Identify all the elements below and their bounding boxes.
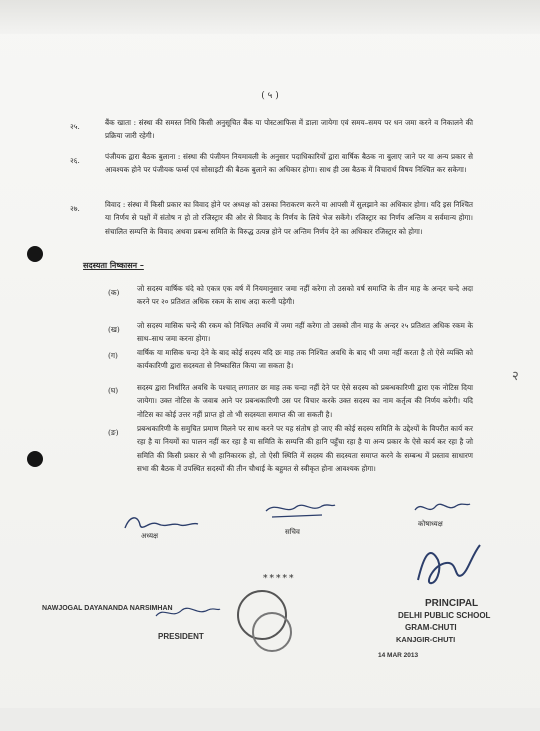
sub-clause-label: (ङ) (108, 428, 119, 437)
school-name-line3: KANJGIR-CHUTI (396, 635, 456, 644)
school-name-line1: DELHI PUBLIC SCHOOL (398, 611, 491, 620)
president-stamp: PRESIDENT (158, 632, 204, 641)
punch-hole (27, 451, 43, 467)
school-name-line2: GRAM-CHUTI (405, 623, 457, 632)
president-stamp-signature (152, 602, 222, 624)
sub-clause-text: जो सदस्य मासिक चन्दे की रकम को निश्चित अवधि में जमा नहीं करेगा तो उसको तीन माह के अन्दर २५ प्रतिशत अधिक रकम के साथ–साथ जमा करना होगा। (137, 321, 473, 344)
scan-shadow-top (0, 0, 540, 34)
president-label: अध्यक्ष (141, 532, 159, 540)
footer-marks: ***** (263, 574, 296, 584)
round-seal-inner (252, 612, 292, 652)
clause-text: विवाद : संस्था में किसी प्रकार का विवाद होने पर अध्यक्ष को उसका निराकरण करने या आपसी में सुलझाने का अधिकार होगा। यदि इस निश्चित या निर्णय से पक्षों में संतोष न हो तो रजिस्ट्रार की ओर से विवाद के निर्णय के लिये भेज सकेंगे। रजिस्ट्रार का निर्णय अन्तिम व सर्वमान्य होगा। संचालित सम्पत्ति के विवाद अथवा प्रबन्ध समिति के विरुद्ध उत्पन्न होने पर अन्तिम निर्णय देने का अधिकार रजिस्ट्रार को होगा। (105, 200, 473, 236)
punch-hole (27, 246, 43, 262)
left-stamp-name: NAWJOGAL DAYANANDA NARSIMHAN (42, 605, 173, 612)
clause-number: २७. (70, 204, 80, 213)
clause-number: २५. (70, 122, 80, 131)
sub-clause-text: सदस्य द्वारा निर्धारित अवधि के पश्चात् लगातार छः माह तक चन्दा नहीं देने पर ऐसे सदस्य को प्रबन्धकारिणी द्वारा एक नोटिस दिया जायेगा। उक्त नोटिस के जवाब आने पर प्रबन्धकारिणी उस पर विचार करके उक्त सदस्य का नाम कर्तृत्व की निर्णय करेगी। यदि नोटिस का कोई उत्तर नहीं प्राप्त हो तो भी सदस्यता समाप्त की जा सकती है। (137, 383, 473, 419)
clause-text: पंजीयक द्वारा बैठक बुलाना : संस्था की पंजीयन नियमावली के अनुसार पदाधिकारियों द्वारा वार्षिक बैठक ना बुलाए जाने पर या अन्य प्रकार से आवश्यक होने पर पंजीयक फर्म्स एवं सोसाइटी की बैठक बुलाने का अधिकार होगा। साथ ही उस बैठक में विचारार्थ विषय निश्चित कर सकेगा। (105, 152, 473, 175)
clause-number: २६. (70, 156, 80, 165)
clause-text: बैंक खाता : संस्था की समस्त निधि किसी अनुसूचित बैंक या पोस्टआफिस में डाला जायेगा एवं समय–समय पर धन जमा करने व निकालने की प्रक्रिया जारी रहेगी। (105, 118, 473, 141)
treasurer-signature (412, 498, 472, 518)
sub-clause-text: जो सदस्य वार्षिक चंदे को एकत्र एक वर्ष में नियमानुसार जमा नहीं करेगा तो उसको वर्ष समाप्ति के तीन माह के अन्दर चन्दे अदा करने पर २० प्रतिशत अधिक रकम के साथ अदा करनी पड़ेगी। (137, 284, 473, 307)
margin-pen-mark: २ (512, 369, 519, 384)
sub-clause-text: प्रबन्धकारिणी के समुचित प्रमाण मिलने पर साथ करने पर यह संतोष हो जाए की कोई सदस्य समिति के उद्देश्यों के विपरीत कार्य कर रहा है या नियमों का पालन नहीं कर रहा है या समिति के सम्पत्ति की हानि पहुँचा रहा है या अन्य प्रकार के ऐसे कार्य कर रहा है जो समिति की किसी प्रकार से भी हानिकारक हो, तो ऐसी स्थिति में सदस्य की सदस्यता समाप्त करने के सम्बन्ध में प्रस्ताव साधारण सभा की बैठक में उपस्थित सदस्यों की तीन चौथाई के बहुमत से स्वीकृत होना आवश्यक होगा। (137, 424, 473, 474)
secretary-label: सचिव (285, 528, 300, 536)
scan-shadow-bottom (0, 708, 540, 731)
sub-clause-label: (ख) (108, 325, 120, 334)
section-heading: सदस्यता निष्कासन – (83, 260, 144, 270)
sub-clause-label: (ग) (108, 351, 118, 360)
principal-stamp: PRINCIPAL (425, 598, 479, 609)
sub-clause-text: वार्षिक या मासिक चन्दा देने के बाद कोई सदस्य यदि छः माह तक निश्चित अवधि के बाद भी जमा नहीं करता है तो ऐसे व्यक्ति को कार्यकारिणी द्वारा सदस्यता से निष्कासित किया जा सकता है। (137, 348, 473, 371)
sub-clause-label: (क) (108, 288, 120, 297)
sub-clause-label: (घ) (108, 386, 119, 395)
stamp-date: 14 MAR 2013 (378, 652, 419, 659)
principal-signature (410, 525, 485, 595)
page-number: ( ५ ) (261, 91, 279, 101)
president-signature (120, 510, 200, 535)
secretary-signature (262, 497, 337, 521)
treasurer-label: कोषाध्यक्ष (418, 520, 443, 528)
